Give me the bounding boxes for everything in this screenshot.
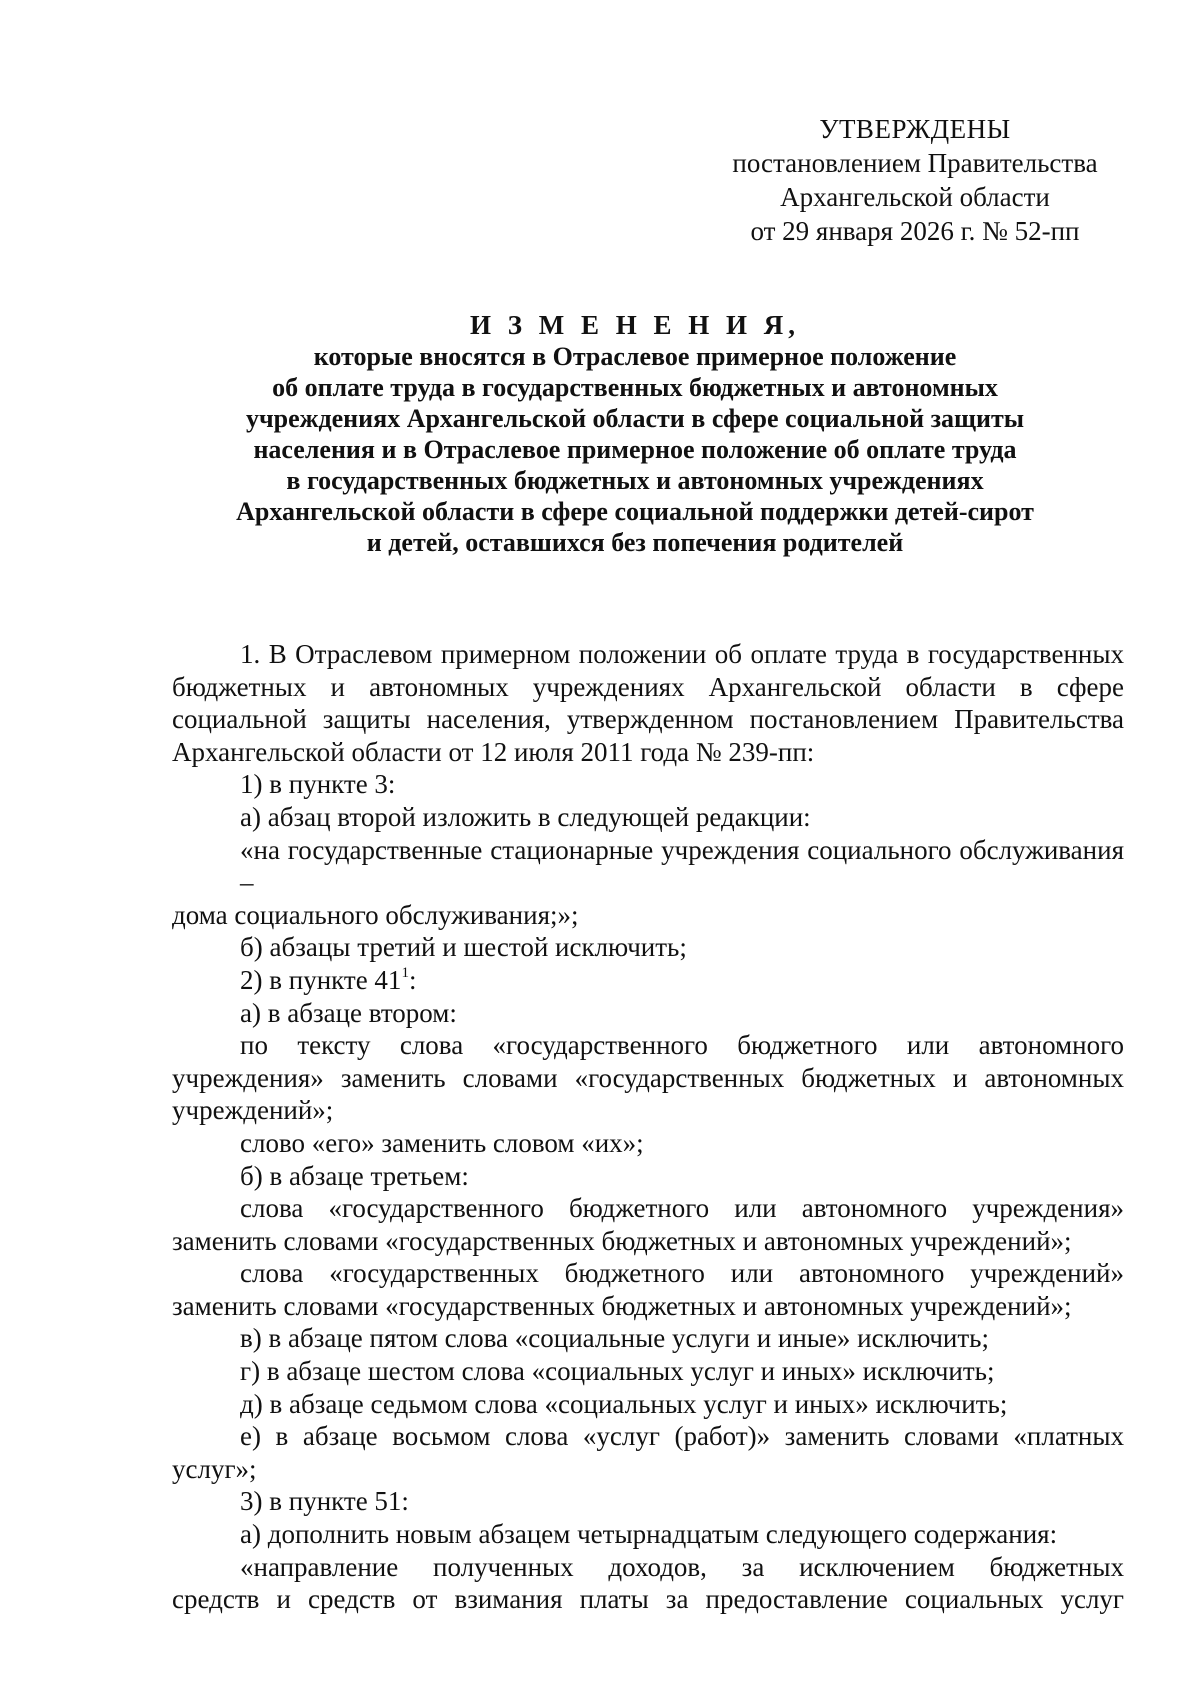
body-line: «направление полученных доходов, за исключением бюджетных bbox=[240, 1551, 1124, 1582]
body-line: учреждений»; bbox=[172, 1095, 334, 1126]
body-line: 3) в пункте 51: bbox=[240, 1486, 409, 1517]
body-line: а) абзац второй изложить в следующей редакции: bbox=[240, 801, 811, 832]
title-line: в государственных бюджетных и автономных учреждениях bbox=[286, 466, 984, 495]
body-line-with-superscript bbox=[172, 964, 1124, 997]
body-line: заменить словами «государственных бюджетных и автономных учреждений»; bbox=[172, 1225, 1072, 1256]
body-line: а) в абзаце втором: bbox=[240, 997, 457, 1028]
body-line: 1) в пункте 3: bbox=[240, 769, 396, 800]
approval-line-date: от 29 января 2026 г. № 52-пп bbox=[750, 216, 1080, 246]
body-line: заменить словами «государственных бюджетных и автономных учреждений»; bbox=[172, 1290, 1072, 1321]
body-line: по тексту слова «государственного бюджетного или автономного bbox=[240, 1030, 1124, 1061]
body-line: 1. В Отраслевом примерном положении об оплате труда в государственных bbox=[240, 639, 1124, 669]
approval-title: УТВЕРЖДЕНЫ bbox=[819, 114, 1011, 144]
body-line: учреждения» заменить словами «государственных бюджетных и автономных bbox=[172, 1062, 1124, 1093]
body-line: д) в абзаце седьмом слова «социальных услуг и иных» исключить; bbox=[240, 1388, 1008, 1419]
body-line: социальной защиты населения, утвержденном постановлением Правительства bbox=[172, 704, 1124, 735]
body-line: бюджетных и автономных учреждениях Архангельской области в сфере bbox=[172, 671, 1124, 702]
superscript-number: 1 bbox=[401, 964, 409, 981]
body-text: : bbox=[408, 964, 417, 995]
body-line: Архангельской области от 12 июля 2011 года № 239-пп: bbox=[172, 736, 815, 767]
body-line: средств и средств от взимания платы за предоставление социальных услуг bbox=[172, 1584, 1124, 1615]
body-line: дома социального обслуживания;»; bbox=[172, 899, 579, 930]
body-line: в) в абзаце пятом слова «социальные услуги и иные» исключить; bbox=[240, 1323, 989, 1354]
body-line: слова «государственных бюджетного или автономного учреждений» bbox=[240, 1258, 1124, 1289]
title-line: учреждениях Архангельской области в сфере социальной защиты bbox=[245, 404, 1025, 433]
title-line: населения и в Отраслевое примерное положение об оплате труда bbox=[253, 435, 1017, 464]
approval-stamp-block bbox=[700, 112, 1130, 248]
document-body bbox=[172, 638, 1124, 1616]
title-line: Архангельской области в сфере социальной поддержки детей-сирот bbox=[236, 497, 1034, 526]
body-line: а) дополнить новым абзацем четырнадцатым следующего содержания: bbox=[240, 1519, 1058, 1550]
body-line: услуг»; bbox=[172, 1453, 257, 1484]
document-title bbox=[170, 310, 1100, 558]
title-line: которые вносятся в Отраслевое примерное положение bbox=[313, 342, 957, 371]
body-line: слова «государственного бюджетного или автономного учреждения» bbox=[240, 1193, 1124, 1224]
title-line: и детей, оставшихся без попечения родителей bbox=[366, 528, 904, 557]
body-line: слово «его» заменить словом «их»; bbox=[240, 1127, 644, 1158]
body-line: е) в абзаце восьмом слова «услуг (работ)» заменить словами «платных bbox=[240, 1421, 1124, 1452]
title-heading: И З М Е Н Е Н И Я, bbox=[469, 310, 800, 340]
title-line: об оплате труда в государственных бюджетных и автономных bbox=[272, 373, 998, 402]
approval-line-decree: постановлением Правительства bbox=[732, 148, 1098, 178]
body-line: б) абзацы третий и шестой исключить; bbox=[240, 932, 687, 963]
body-line: «на государственные стационарные учреждения социального обслуживания – bbox=[240, 834, 1124, 898]
body-line: б) в абзаце третьем: bbox=[240, 1160, 469, 1191]
body-text: 2) в пункте 41 bbox=[240, 964, 402, 995]
approval-line-region: Архангельской области bbox=[780, 182, 1050, 212]
body-line: г) в абзаце шестом слова «социальных услуг и иных» исключить; bbox=[240, 1356, 995, 1387]
